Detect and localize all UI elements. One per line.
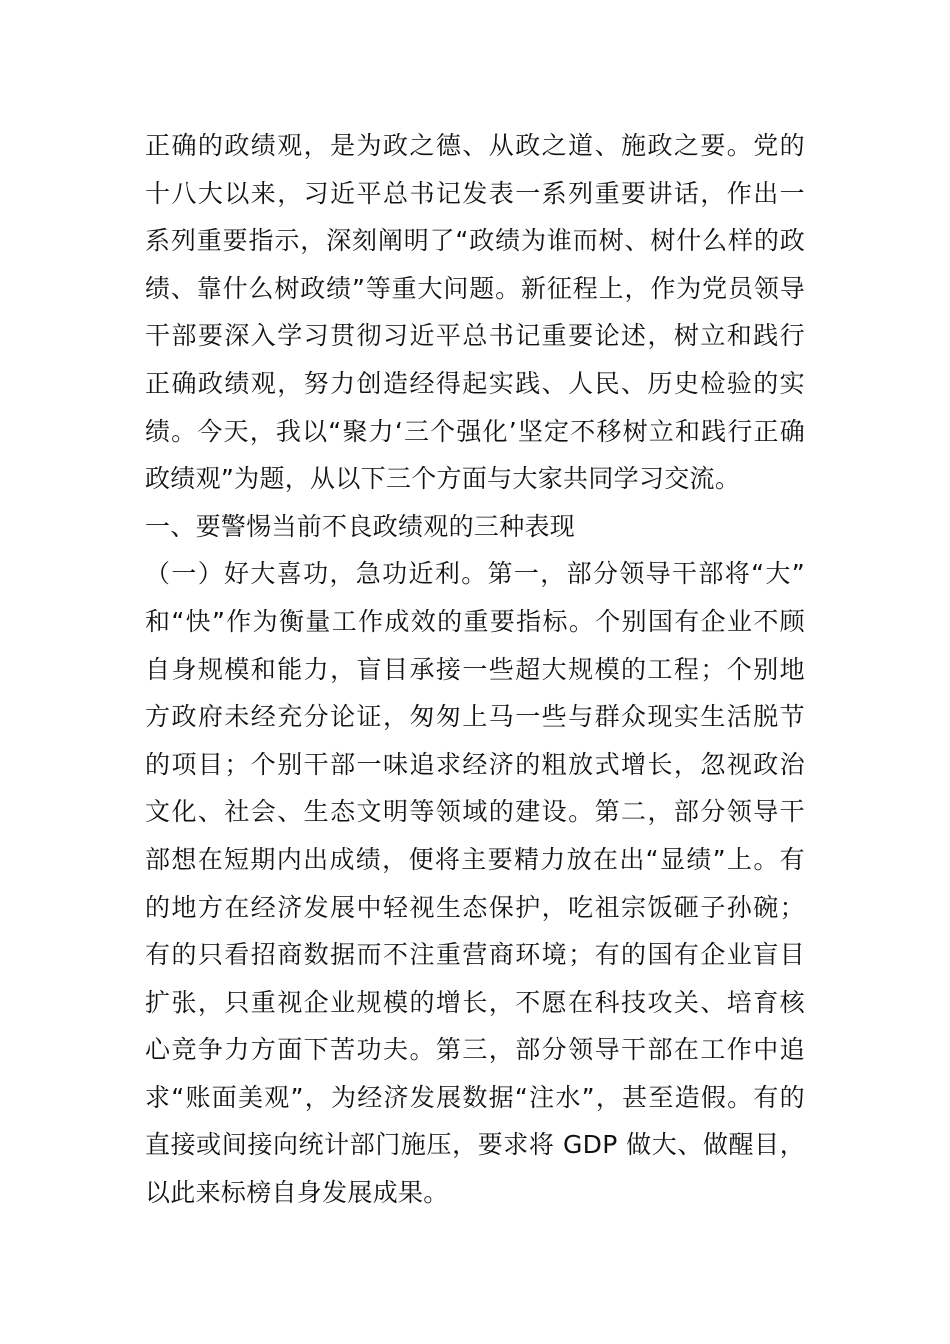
text-line: （一）好大喜功，急功近利。第一，部分领导干部将“大” [145,559,805,589]
text-line: 部想在短期内出成绩，便将主要精力放在出“显绩”上。有 [145,844,805,874]
text-line: 干部要深入学习贯彻习近平总书记重要论述，树立和践行 [145,321,805,351]
heading-line: 一、要警惕当前不良政绩观的三种表现 [145,511,576,541]
paragraph-intro [145,122,805,503]
text-line: 扩张，只重视企业规模的增长，不愿在科技攻关、培育核 [145,987,805,1017]
text-line: 心竞争力方面下苦功夫。第三，部分领导干部在工作中追 [145,1035,805,1065]
paragraph-section-1-1 [145,550,805,1216]
text-line: 的项目；个别干部一味追求经济的粗放式增长，忽视政治 [145,749,805,779]
text-line: 的地方在经济发展中轻视生态保护，吃祖宗饭砸子孙碗； [145,892,805,922]
text-line: 十八大以来，习近平总书记发表一系列重要讲话，作出一 [145,178,805,208]
text-line: 直接或间接向统计部门施压，要求将 GDP 做大、做醒目， [145,1130,805,1160]
text-line: 自身规模和能力，盲目承接一些超大规模的工程；个别地 [145,654,805,684]
text-line: 以此来标榜自身发展成果。 [145,1178,449,1208]
text-line: 正确政绩观，努力创造经得起实践、人民、历史检验的实 [145,368,805,398]
text-line: 有的只看招商数据而不注重营商环境；有的国有企业盲目 [145,940,805,970]
text-line: 方政府未经充分论证，匆匆上马一些与群众现实生活脱节 [145,702,805,732]
document-body [145,122,805,1217]
text-line: 绩、靠什么树政绩”等重大问题。新征程上，作为党员领导 [145,273,805,303]
text-line: 系列重要指示，深刻阐明了“政绩为谁而树、树什么样的政 [145,226,805,256]
text-line: 正确的政绩观，是为政之德、从政之道、施政之要。党的 [145,131,805,160]
text-line: 文化、社会、生态文明等领域的建设。第二，部分领导干 [145,797,805,827]
text-line: 政绩观”为题，从以下三个方面与大家共同学习交流。 [145,464,741,494]
section-heading-1 [145,503,805,551]
text-line: 和“快”作为衡量工作成效的重要指标。个别国有企业不顾 [145,606,805,636]
text-line: 求“账面美观”，为经济发展数据“注水”，甚至造假。有的 [145,1082,805,1112]
text-line: 绩。今天，我以“聚力‘三个强化’坚定不移树立和践行正确 [145,416,805,446]
